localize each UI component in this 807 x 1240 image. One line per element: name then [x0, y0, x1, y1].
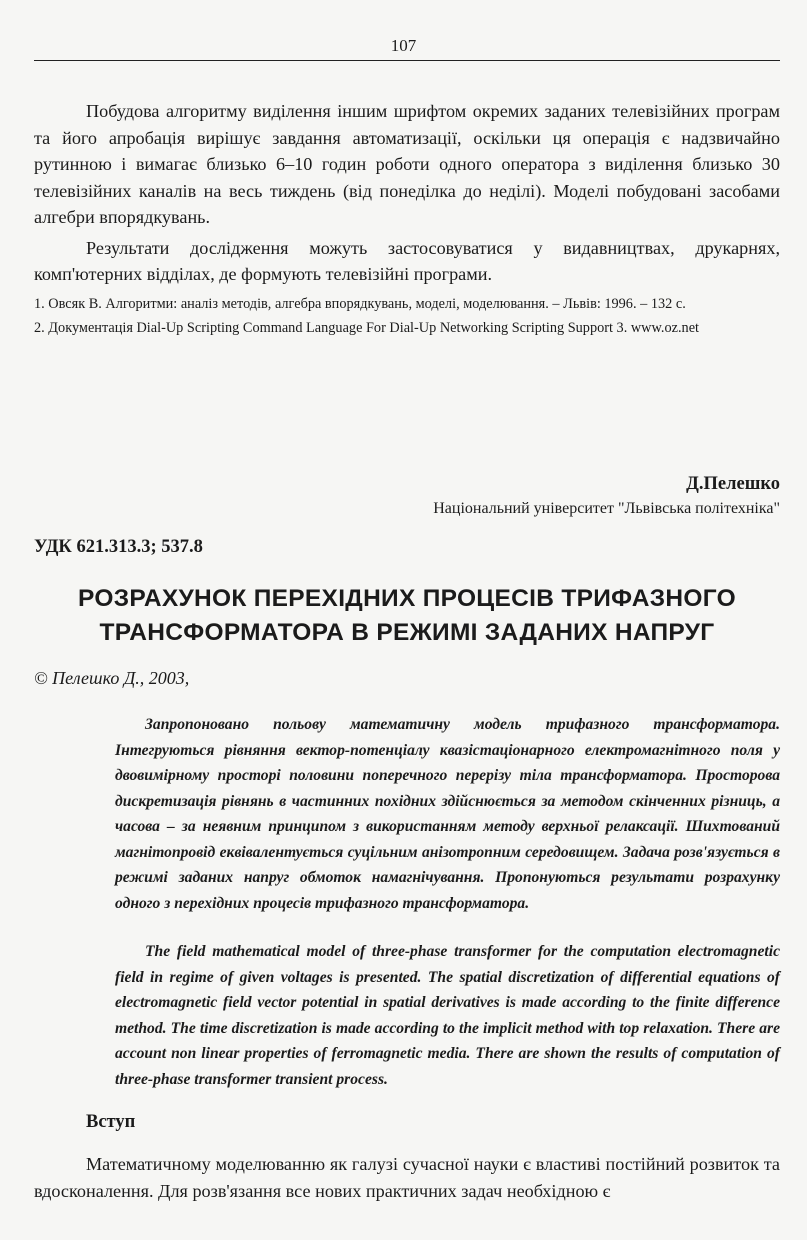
intro-paragraph-2: Результати дослідження можуть застосовуватися у видавництвах, друкарнях, комп'ютерних відділах, де формують телевізійні програми.: [34, 237, 780, 284]
abstract-english: The field mathematical model of three-phase transformer for the computation electromagnetic field in regime of given voltages is presented. The spatial discretization of differential equations of electromagnetic field vector potential in spatial derivatives is made according to the finite difference method. The time discretization is made according to the implicit method with top relaxation. There are account non linear properties of ferromagnetic media. There are shown the results of computation of three-phase transformer transient process.: [115, 943, 780, 1088]
author-affiliation: Національний університет "Львівська політехніка": [433, 500, 780, 517]
copyright-line: © Пелешко Д., 2003,: [34, 668, 190, 688]
reference-item-1: 1. Овсяк В. Алгоритми: аналіз методів, алгебра впорядкувань, моделі, моделювання. – Львів: 1996. – 132 с.: [34, 296, 686, 312]
paper-title-line-2: ТРАНСФОРМАТОРА В РЕЖИМІ ЗАДАНИХ НАПРУГ: [99, 619, 715, 646]
section-heading: Вступ: [86, 1112, 136, 1132]
section-body: [34, 1151, 780, 1204]
references-list: [34, 292, 780, 340]
abstract-ukrainian: Запропоновано польову математичну модель трифазного трансформатора. Інтегруються рівняння вектор-потенціалу квазістаціонарного електромагнітного поля у двовимірному просторі половини поперечного перерізу тіла трансформатора. Просторова дискретизація рівнянь в частинних похідних здійснюється за методом скінченних різниць, а часова – за неявним принципом з використанням методу верхньої релаксації. Шихтований магнітопровід еквівалентується суцільним анізотропним середовищем. Задача розв'язується в режимі заданих напруг обмоток намагнічування. Пропонуються результати розрахунку одного з перехідних процесів трифазного трансформатора.: [115, 716, 780, 912]
paper-title-line-1: РОЗРАХУНОК ПЕРЕХІДНИХ ПРОЦЕСІВ ТРИФАЗНОГО: [78, 585, 736, 612]
udc-code: УДК 621.313.3; 537.8: [34, 537, 203, 557]
page-number: 107: [390, 36, 417, 55]
section-paragraph: Математичному моделюванню як галузі сучасної науки є властиві постійний розвиток та вдосконалення. Для розв'язання все нових практичних задач необхідною є: [34, 1154, 780, 1201]
author-name: Д.Пелешко: [686, 474, 780, 494]
intro-section: [34, 98, 780, 288]
paper-title: [34, 582, 780, 650]
intro-paragraph-1: Побудова алгоритму виділення іншим шрифтом окремих заданих телевізійних програм та його апробація вирішує завдання автоматизації, оскільки ця операція є надзвичайно рутинною і вимагає близько 6–10 годин роботи одного оператора з виділення близько 30 телевізійних каналів на весь тиждень (від понеділка до неділі). Моделі побудовані засобами алгебри впорядкувань.: [34, 101, 780, 227]
header-rule: [34, 60, 780, 61]
reference-item-2: 2. Документація Dial-Up Scripting Command Language For Dial-Up Networking Scripting Support 3. www.oz.net: [34, 320, 700, 336]
